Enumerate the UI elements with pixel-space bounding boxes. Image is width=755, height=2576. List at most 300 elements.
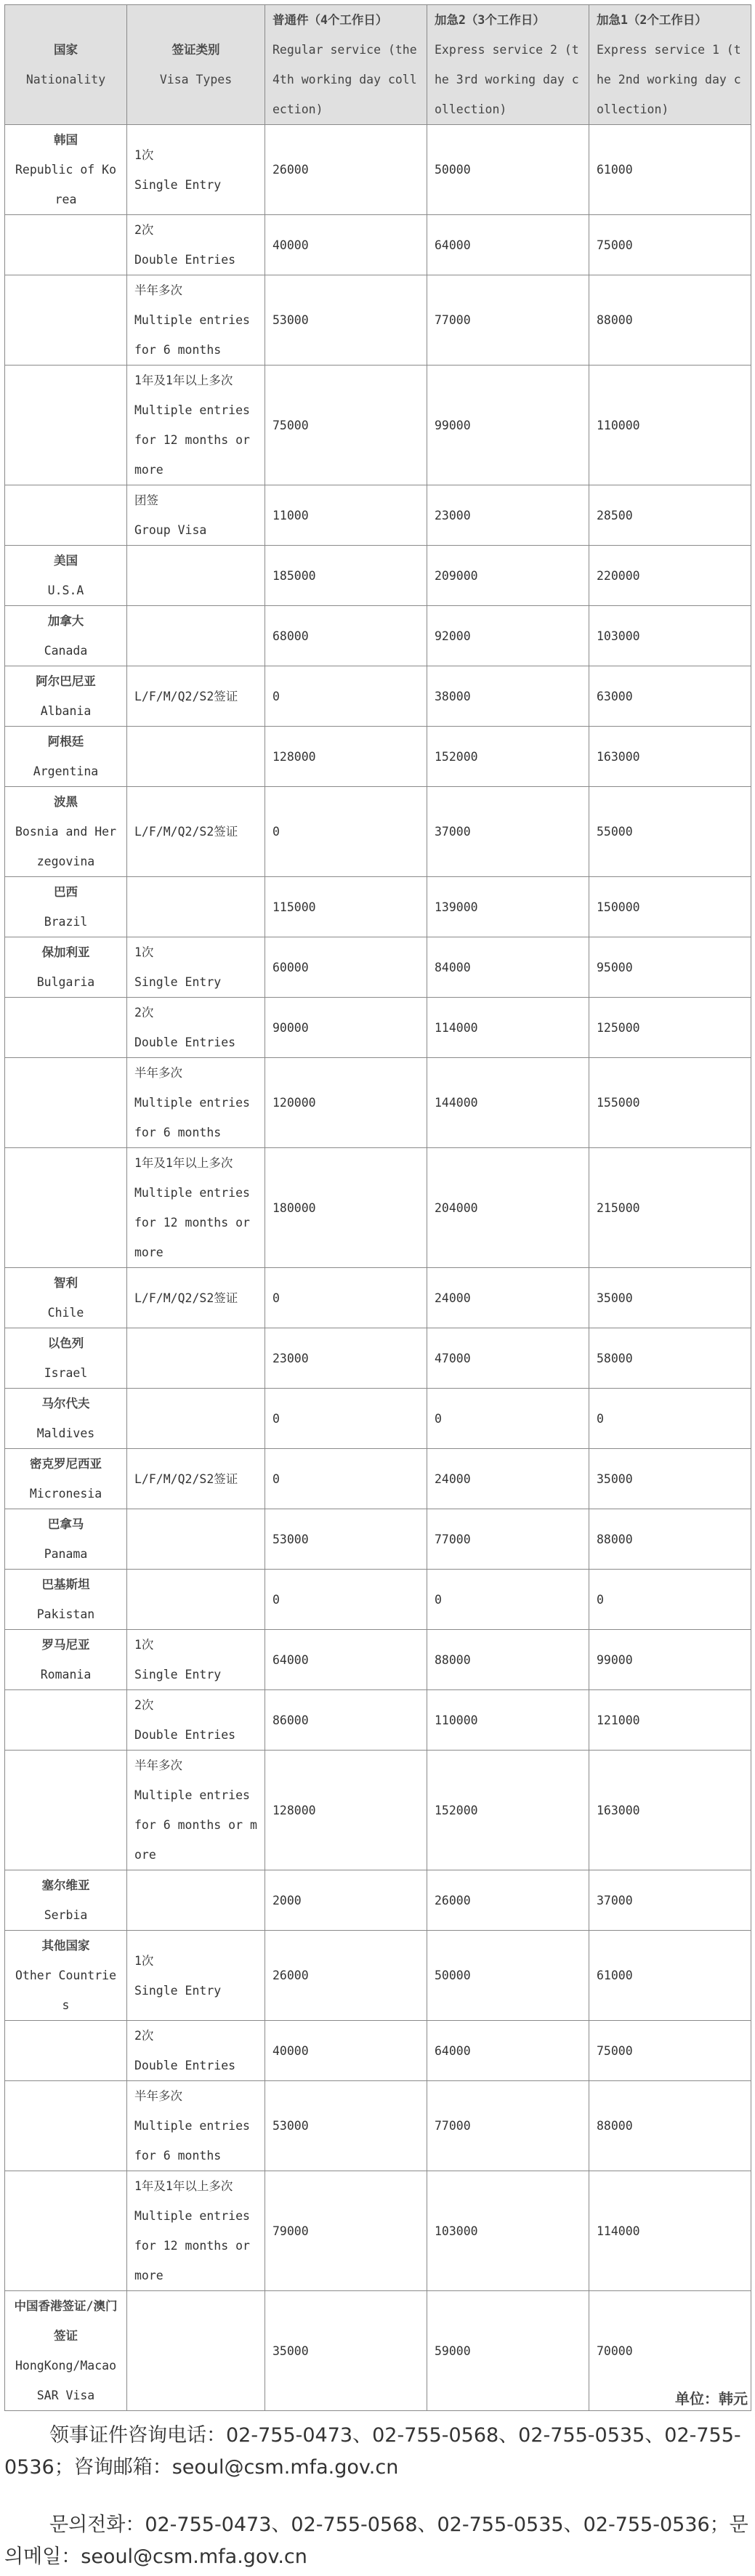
express2-fee-cell: [427, 727, 589, 787]
regular-fee-cell: [265, 275, 427, 366]
regular-fee-cell: [265, 2291, 427, 2411]
country-cell: [5, 1328, 127, 1389]
regular-fee-cell: [265, 1690, 427, 1751]
country-name-en: Republic of Korea: [15, 163, 117, 206]
express1-fee-value: 163000: [597, 749, 640, 764]
express1-fee-cell: [589, 1058, 751, 1148]
express1-fee-cell: [589, 606, 751, 666]
express2-fee-value: 204000: [435, 1200, 478, 1215]
visa-type-cell: [127, 1509, 265, 1570]
header-express2-zh: 加急2（3个工作日）: [435, 13, 545, 27]
regular-fee-cell: [265, 998, 427, 1058]
express1-fee-cell: [589, 1931, 751, 2021]
express1-fee-value: 70000: [597, 2343, 633, 2358]
regular-fee-value: 53000: [272, 313, 309, 327]
country-name-en: Romania: [40, 1668, 92, 1681]
express1-fee-cell: [589, 1870, 751, 1931]
country-cell: [5, 2171, 127, 2291]
country-cell: [5, 1690, 127, 1751]
express2-fee-value: 88000: [435, 1652, 471, 1667]
express2-fee-value: 64000: [435, 2043, 471, 2058]
country-name-zh: 加拿大: [47, 614, 84, 628]
visa-type-en: Multiple entries for 12 months or more: [134, 2209, 250, 2282]
express1-fee-value: 95000: [597, 960, 633, 974]
header-express1-zh: 加急1（2个工作日）: [597, 13, 707, 27]
table-row: [5, 125, 751, 215]
visa-type-cell: [127, 666, 265, 727]
country-cell: [5, 606, 127, 666]
country-cell: [5, 1058, 127, 1148]
table-row: [5, 606, 751, 666]
express1-fee-cell: [589, 1630, 751, 1690]
country-name-en: Brazil: [44, 915, 88, 929]
country-cell: [5, 1389, 127, 1449]
express2-fee-cell: [427, 546, 589, 606]
express2-fee-cell: [427, 2291, 589, 2411]
table-header: [5, 5, 751, 125]
visa-type-en: Multiple entries for 6 months or more: [134, 1788, 257, 1862]
regular-fee-cell: [265, 1931, 427, 2021]
visa-type-cell: [127, 2081, 265, 2171]
header-visa-types: [127, 5, 265, 125]
express2-fee-value: 77000: [435, 313, 471, 327]
visa-type-zh: 半年多次: [134, 2089, 182, 2103]
express2-fee-value: 152000: [435, 1803, 478, 1817]
visa-type-zh: 2次: [134, 1006, 154, 1020]
header-regular-zh: 普通件（4个工作日）: [272, 13, 388, 27]
express2-fee-value: 114000: [435, 1020, 478, 1035]
table-row: [5, 215, 751, 275]
header-express-service-2: [427, 5, 589, 125]
table-row: [5, 1058, 751, 1148]
express2-fee-value: 26000: [435, 1893, 471, 1907]
table-row: [5, 1690, 751, 1751]
express2-fee-value: 77000: [435, 2119, 471, 2133]
express2-fee-cell: [427, 1328, 589, 1389]
visa-type-cell: [127, 1570, 265, 1630]
regular-fee-cell: [265, 1570, 427, 1630]
visa-type-zh: 1次: [134, 1953, 154, 1968]
country-name-en: Maldives: [36, 1426, 95, 1440]
regular-fee-cell: [265, 1148, 427, 1268]
country-name-zh: 阿尔巴尼亚: [36, 674, 96, 688]
country-name-en: Canada: [44, 644, 88, 658]
regular-fee-cell: [265, 1058, 427, 1148]
express2-fee-value: 0: [435, 1411, 442, 1426]
visa-type-cell: [127, 2171, 265, 2291]
express2-fee-cell: [427, 1509, 589, 1570]
country-cell: [5, 485, 127, 546]
express1-fee-cell: [589, 1449, 751, 1509]
table-row: [5, 937, 751, 998]
country-cell: [5, 1509, 127, 1570]
table-row: [5, 1630, 751, 1690]
regular-fee-value: 35000: [272, 2343, 309, 2358]
regular-fee-cell: [265, 727, 427, 787]
country-name-en: Pakistan: [36, 1607, 95, 1621]
country-name-en: Bulgaria: [36, 975, 95, 989]
visa-type-cell: [127, 215, 265, 275]
country-name-zh: 塞尔维亚: [41, 1878, 90, 1892]
express1-fee-value: 220000: [597, 568, 640, 583]
express1-fee-value: 75000: [597, 2043, 633, 2058]
table-row: [5, 2171, 751, 2291]
country-name-en: Argentina: [33, 764, 99, 778]
express1-fee-value: 163000: [597, 1803, 640, 1817]
table-row: [5, 998, 751, 1058]
express1-fee-value: 88000: [597, 2119, 633, 2133]
regular-fee-cell: [265, 1328, 427, 1389]
visa-type-zh: 团签: [134, 493, 158, 507]
visa-type-cell: [127, 1931, 265, 2021]
visa-type-cell: [127, 1449, 265, 1509]
visa-type-cell: [127, 877, 265, 937]
regular-fee-cell: [265, 1751, 427, 1870]
express1-fee-value: 37000: [597, 1893, 633, 1907]
country-name-en: Israel: [44, 1366, 88, 1380]
country-cell: [5, 787, 127, 877]
express2-fee-cell: [427, 666, 589, 727]
visa-type-cell: [127, 1389, 265, 1449]
express1-fee-value: 150000: [597, 900, 640, 914]
regular-fee-value: 128000: [272, 749, 316, 764]
country-name-zh: 美国: [54, 554, 78, 568]
table-row: [5, 1751, 751, 1870]
regular-fee-cell: [265, 1268, 427, 1328]
regular-fee-value: 2000: [272, 1893, 302, 1907]
table-row: [5, 275, 751, 366]
express2-fee-cell: [427, 1570, 589, 1630]
visa-type-cell: [127, 546, 265, 606]
express2-fee-cell: [427, 787, 589, 877]
visa-type-cell: [127, 1870, 265, 1931]
express1-fee-cell: [589, 485, 751, 546]
express1-fee-cell: [589, 1148, 751, 1268]
visa-type-zh: 半年多次: [134, 283, 182, 297]
express2-fee-value: 152000: [435, 749, 478, 764]
table-row: [5, 1389, 751, 1449]
visa-type-en: Single Entry: [134, 1668, 222, 1681]
visa-type-zh: 1年及1年以上多次: [134, 374, 233, 387]
regular-fee-value: 115000: [272, 900, 316, 914]
express2-fee-value: 99000: [435, 418, 471, 432]
regular-fee-cell: [265, 2081, 427, 2171]
visa-type-zh: 1次: [134, 148, 154, 162]
visa-type-cell: [127, 727, 265, 787]
express1-fee-cell: [589, 727, 751, 787]
express2-fee-cell: [427, 2021, 589, 2081]
express2-fee-cell: [427, 1690, 589, 1751]
regular-fee-cell: [265, 1449, 427, 1509]
express1-fee-cell: [589, 877, 751, 937]
visa-type-cell: [127, 125, 265, 215]
regular-fee-cell: [265, 215, 427, 275]
express2-fee-value: 23000: [435, 508, 471, 522]
regular-fee-cell: [265, 937, 427, 998]
visa-type-zh: 2次: [134, 1698, 154, 1712]
regular-fee-value: 53000: [272, 1532, 309, 1546]
regular-fee-value: 11000: [272, 508, 309, 522]
country-name-en: Serbia: [44, 1908, 88, 1922]
visa-type-en: Double Entries: [134, 2059, 236, 2072]
visa-type-en: Multiple entries for 12 months or more: [134, 1186, 250, 1259]
regular-fee-value: 0: [272, 825, 280, 839]
header-express-service-1: [589, 5, 751, 125]
country-name-zh: 马尔代夫: [41, 1397, 90, 1410]
regular-fee-value: 0: [272, 1471, 280, 1486]
express1-fee-cell: [589, 366, 751, 485]
visa-type-zh: 1次: [134, 945, 154, 959]
visa-type-en: Double Entries: [134, 1035, 236, 1049]
country-name-en: Chile: [47, 1306, 84, 1320]
country-name-en: Bosnia and Herzegovina: [15, 825, 117, 868]
express2-fee-value: 38000: [435, 689, 471, 703]
visa-type-zh: 1年及1年以上多次: [134, 2179, 233, 2193]
regular-fee-value: 86000: [272, 1713, 309, 1727]
country-name-zh: 波黑: [54, 795, 78, 809]
country-cell: [5, 275, 127, 366]
regular-fee-value: 53000: [272, 2119, 309, 2133]
regular-fee-cell: [265, 606, 427, 666]
express2-fee-cell: [427, 937, 589, 998]
visa-type-en: Multiple entries for 6 months: [134, 1096, 250, 1139]
country-cell: [5, 125, 127, 215]
visa-type-en: Group Visa: [134, 523, 207, 537]
regular-fee-cell: [265, 546, 427, 606]
express1-fee-cell: [589, 787, 751, 877]
visa-type-zh: L/F/M/Q2/S2签证: [134, 1471, 238, 1486]
express2-fee-value: 50000: [435, 163, 471, 177]
express2-fee-cell: [427, 125, 589, 215]
visa-type-en: Single Entry: [134, 177, 222, 192]
express1-fee-value: 88000: [597, 313, 633, 327]
country-cell: [5, 877, 127, 937]
express1-fee-value: 125000: [597, 1020, 640, 1035]
express1-fee-cell: [589, 1690, 751, 1751]
regular-fee-cell: [265, 877, 427, 937]
table-row: [5, 546, 751, 606]
express2-fee-value: 64000: [435, 238, 471, 252]
visa-type-cell: [127, 998, 265, 1058]
express2-fee-value: 47000: [435, 1351, 471, 1365]
express2-fee-value: 139000: [435, 900, 478, 914]
table-row: [5, 2081, 751, 2171]
express1-fee-value: 99000: [597, 1652, 633, 1667]
express1-fee-value: 110000: [597, 418, 640, 432]
express1-fee-value: 28500: [597, 508, 633, 522]
visa-type-zh: 1年及1年以上多次: [134, 1156, 233, 1170]
table-row: [5, 1449, 751, 1509]
express2-fee-value: 84000: [435, 960, 471, 974]
country-name-en: Albania: [40, 704, 92, 718]
regular-fee-value: 26000: [272, 163, 309, 177]
express1-fee-value: 121000: [597, 1713, 640, 1727]
table-row: [5, 787, 751, 877]
visa-type-zh: L/F/M/Q2/S2签证: [134, 825, 238, 839]
visa-type-cell: [127, 1148, 265, 1268]
express1-fee-value: 58000: [597, 1351, 633, 1365]
express2-fee-value: 24000: [435, 1291, 471, 1305]
contact-paragraph-chinese: 领事证件咨询电话：02-755-0473、02-755-0568、02-755-0535、02-755-0536；咨询邮箱：seoul@csm.mfa.gov.cn: [4, 2424, 741, 2479]
regular-fee-cell: [265, 2171, 427, 2291]
express2-fee-cell: [427, 1268, 589, 1328]
visa-type-en: Single Entry: [134, 1983, 222, 1998]
express2-fee-cell: [427, 1630, 589, 1690]
regular-fee-cell: [265, 1389, 427, 1449]
country-name-zh: 巴西: [54, 885, 78, 899]
contact-paragraph-korean: 문의전화：02-755-0473、02-755-0568、02-755-0535、02-755-0536；문의메일：seoul@csm.mfa.gov.cn: [4, 2514, 748, 2568]
unit-note: 单位：韩元: [675, 2390, 748, 2407]
country-cell: [5, 998, 127, 1058]
express2-fee-value: 209000: [435, 568, 478, 583]
regular-fee-value: 128000: [272, 1803, 316, 1817]
regular-fee-value: 0: [272, 1291, 280, 1305]
header-nationality-en: Nationality: [25, 73, 106, 86]
regular-fee-value: 68000: [272, 629, 309, 643]
express1-fee-value: 155000: [597, 1096, 640, 1110]
header-express2-en: Express service 2 (the 3rd working day collection): [435, 43, 579, 116]
visa-type-en: Multiple entries for 6 months: [134, 313, 250, 357]
visa-type-cell: [127, 787, 265, 877]
express1-fee-cell: [589, 125, 751, 215]
visa-type-en: Multiple entries for 12 months or more: [134, 403, 250, 477]
country-cell: [5, 1449, 127, 1509]
express2-fee-cell: [427, 366, 589, 485]
express1-fee-value: 55000: [597, 825, 633, 839]
country-name-zh: 智利: [54, 1276, 78, 1290]
visa-type-cell: [127, 366, 265, 485]
express2-fee-cell: [427, 877, 589, 937]
country-cell: [5, 1268, 127, 1328]
express1-fee-value: 215000: [597, 1200, 640, 1215]
visa-type-cell: [127, 1690, 265, 1751]
country-name-zh: 韩国: [54, 133, 78, 147]
regular-fee-value: 79000: [272, 2224, 309, 2238]
express2-fee-value: 103000: [435, 2224, 478, 2238]
express2-fee-value: 50000: [435, 1969, 471, 1982]
country-name-en: Micronesia: [29, 1487, 102, 1501]
country-name-en: Panama: [44, 1547, 88, 1561]
header-nationality: [5, 5, 127, 125]
country-name-zh: 巴基斯坦: [41, 1578, 90, 1591]
visa-type-zh: 半年多次: [134, 1066, 182, 1080]
express2-fee-cell: [427, 606, 589, 666]
table-row: [5, 1268, 751, 1328]
visa-fee-table: [4, 4, 751, 2411]
express2-fee-cell: [427, 485, 589, 546]
country-cell: [5, 1148, 127, 1268]
visa-type-zh: L/F/M/Q2/S2签证: [134, 1291, 238, 1305]
regular-fee-value: 0: [272, 1411, 280, 1426]
regular-fee-value: 0: [272, 1592, 280, 1607]
express1-fee-value: 103000: [597, 629, 640, 643]
express2-fee-cell: [427, 1148, 589, 1268]
regular-fee-value: 60000: [272, 960, 309, 974]
table-row: [5, 366, 751, 485]
regular-fee-value: 90000: [272, 1020, 309, 1035]
country-cell: [5, 366, 127, 485]
express1-fee-cell: [589, 215, 751, 275]
country-cell: [5, 1870, 127, 1931]
table-row: [5, 485, 751, 546]
visa-type-en: Single Entry: [134, 975, 222, 989]
country-cell: [5, 1751, 127, 1870]
country-name-en: Other Countries: [15, 1969, 117, 2012]
express2-fee-value: 110000: [435, 1713, 478, 1727]
country-cell: [5, 937, 127, 998]
table-row: [5, 1931, 751, 2021]
country-cell: [5, 546, 127, 606]
regular-fee-cell: [265, 787, 427, 877]
express1-fee-cell: [589, 998, 751, 1058]
visa-type-zh: 1次: [134, 1638, 154, 1652]
regular-fee-value: 185000: [272, 568, 316, 583]
visa-type-en: Double Entries: [134, 253, 236, 267]
table-row: [5, 2291, 751, 2411]
express1-fee-cell: [589, 1751, 751, 1870]
visa-type-cell: [127, 1058, 265, 1148]
regular-fee-cell: [265, 1509, 427, 1570]
express1-fee-cell: [589, 1389, 751, 1449]
country-cell: [5, 666, 127, 727]
country-name-zh: 中国香港签证/澳门签证: [14, 2299, 118, 2343]
express2-fee-cell: [427, 1449, 589, 1509]
regular-fee-value: 40000: [272, 2043, 309, 2058]
country-name-zh: 巴拿马: [47, 1517, 84, 1531]
header-regular-en: Regular service (the 4th working day collection): [272, 43, 417, 116]
regular-fee-value: 64000: [272, 1652, 309, 1667]
country-name-en: HongKong/Macao SAR Visa: [15, 2359, 117, 2402]
express2-fee-value: 24000: [435, 1471, 471, 1486]
table-row: [5, 2021, 751, 2081]
express1-fee-cell: [589, 1328, 751, 1389]
express1-fee-value: 0: [597, 1411, 604, 1426]
header-nationality-zh: 国家: [54, 43, 78, 57]
regular-fee-value: 23000: [272, 1351, 309, 1365]
visa-type-zh: 半年多次: [134, 1759, 182, 1772]
country-cell: [5, 2081, 127, 2171]
visa-type-cell: [127, 1268, 265, 1328]
express2-fee-value: 92000: [435, 629, 471, 643]
regular-fee-cell: [265, 666, 427, 727]
visa-type-zh: L/F/M/Q2/S2签证: [134, 689, 238, 703]
express1-fee-cell: [589, 2081, 751, 2171]
express2-fee-cell: [427, 215, 589, 275]
express1-fee-cell: [589, 546, 751, 606]
visa-type-cell: [127, 2291, 265, 2411]
express1-fee-cell: [589, 1509, 751, 1570]
express1-fee-cell: [589, 937, 751, 998]
express2-fee-value: 59000: [435, 2343, 471, 2358]
header-express1-en: Express service 1 (the 2nd working day collection): [597, 43, 741, 116]
table-row: [5, 1570, 751, 1630]
table-body: [5, 125, 751, 2411]
visa-type-zh: 2次: [134, 2029, 154, 2043]
header-regular-service: [265, 5, 427, 125]
express1-fee-value: 88000: [597, 1532, 633, 1546]
express1-fee-cell: [589, 275, 751, 366]
express1-fee-value: 63000: [597, 689, 633, 703]
visa-type-en: Double Entries: [134, 1728, 236, 1742]
table-row: [5, 1870, 751, 1931]
express2-fee-cell: [427, 1870, 589, 1931]
country-cell: [5, 1630, 127, 1690]
country-name-zh: 阿根廷: [47, 735, 84, 748]
express1-fee-value: 75000: [597, 238, 633, 252]
regular-fee-value: 0: [272, 689, 280, 703]
country-cell: [5, 215, 127, 275]
country-name-zh: 密克罗尼西亚: [30, 1457, 102, 1471]
